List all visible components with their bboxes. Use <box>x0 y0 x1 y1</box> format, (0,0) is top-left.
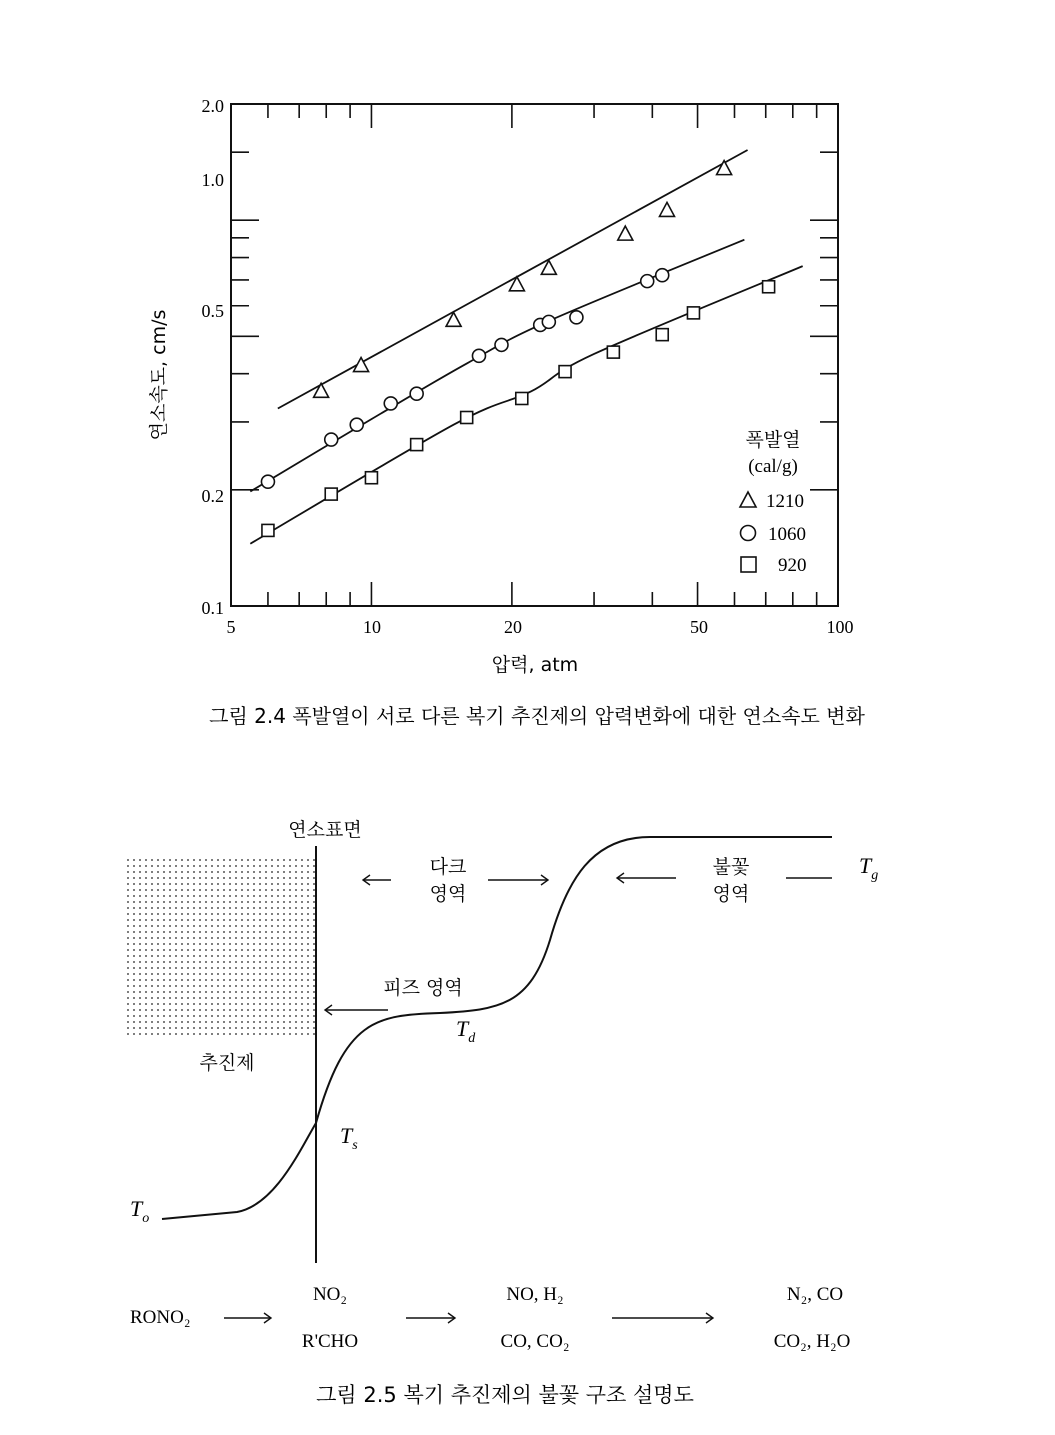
legend-square-icon <box>741 557 756 572</box>
stage2-line1: NO, H₂ <box>506 1284 564 1305</box>
propellant-label: 추진제 <box>199 1052 255 1074</box>
legend-unit: (cal/g) <box>748 456 798 477</box>
stage1-line1: NO₂ <box>312 1284 348 1305</box>
x-tick-label: 5 <box>226 617 236 637</box>
axis-ticks <box>231 104 838 606</box>
y-tick-label: 0.1 <box>201 598 224 618</box>
data-point-square <box>411 439 423 451</box>
x-tick-label: 20 <box>504 617 522 637</box>
data-point-square <box>262 524 274 536</box>
temp-tg-label: $T_g$ <box>859 853 879 883</box>
legend-entry-1210: 1210 <box>766 491 804 512</box>
fit-line-1210 <box>278 150 748 409</box>
data-point-circle <box>350 418 363 431</box>
data-point-square <box>763 281 775 293</box>
x-tick-labels <box>227 617 854 637</box>
x-tick-label: 50 <box>690 617 708 637</box>
legend-entry-920: 920 <box>778 555 807 576</box>
data-point-circle <box>325 433 338 446</box>
temp-td-label: $T_d$ <box>456 1016 476 1046</box>
fizz-zone-arrow <box>325 1005 388 1015</box>
stage2-line2: CO, CO₂ <box>500 1331 570 1352</box>
data-point-square <box>325 488 337 500</box>
x-axis-label: 압력, atm <box>491 654 579 676</box>
flame-zone-label-line2: 영역 <box>712 883 750 905</box>
figure-2-5 <box>124 819 878 1407</box>
x-tick-label: 100 <box>826 617 854 637</box>
burning-surface-label: 연소표면 <box>288 819 362 841</box>
legend-entry-1060: 1060 <box>768 524 806 545</box>
temp-to-label: $T_o$ <box>130 1196 150 1226</box>
fit-line-1060 <box>250 240 744 492</box>
stage3-line1: N₂, CO <box>786 1284 844 1305</box>
data-point-square <box>656 329 668 341</box>
data-point-square <box>687 307 699 319</box>
data-point-circle <box>656 269 669 282</box>
data-point-circle <box>542 315 555 328</box>
y-axis-label: 연소속도, cm/s <box>148 309 170 441</box>
reaction-arrows <box>224 1313 713 1323</box>
data-point-square <box>559 366 571 378</box>
figure-2-5-caption: 그림 2.5 복기 추진제의 불꽃 구조 설명도 <box>316 1383 694 1407</box>
figure-2-4 <box>148 96 866 728</box>
data-point-triangle <box>314 383 329 397</box>
data-point-triangle <box>659 202 674 216</box>
data-point-circle <box>261 475 274 488</box>
x-tick-label: 10 <box>363 617 381 637</box>
stage1-line2: R'CHO <box>301 1331 359 1352</box>
data-point-triangle <box>717 161 732 175</box>
y-tick-label: 2.0 <box>201 96 224 116</box>
flame-zone-label-line1: 불꽃 <box>712 856 750 878</box>
fit-lines <box>250 150 802 544</box>
reactant-label: RONO₂ <box>130 1307 191 1328</box>
legend-triangle-icon <box>740 492 756 507</box>
temp-ts-label: $T_s$ <box>340 1123 358 1153</box>
plot-frame <box>231 104 838 606</box>
figure-2-4-caption: 그림 2.4 폭발열이 서로 다른 복기 추진제의 압력변화에 대한 연소속도 변화 <box>209 704 865 728</box>
data-point-square <box>607 346 619 358</box>
stage3-line2: CO₂, H₂O <box>773 1331 851 1352</box>
data-point-square <box>365 472 377 484</box>
data-point-circle <box>384 397 397 410</box>
dark-zone-label-line2: 영역 <box>429 883 467 905</box>
data-point-triangle <box>618 226 633 240</box>
fizz-zone-label: 피즈 영역 <box>383 977 463 999</box>
y-tick-label: 1.0 <box>201 170 224 190</box>
legend-circle-icon <box>741 526 756 541</box>
data-point-circle <box>570 311 583 324</box>
data-markers <box>261 161 774 537</box>
propellant-dotted-region <box>124 857 317 1037</box>
y-tick-label: 0.5 <box>201 301 224 321</box>
data-point-circle <box>641 275 654 288</box>
legend-title: 폭발열 <box>745 429 801 451</box>
dark-zone-label-line1: 다크 <box>429 856 467 878</box>
data-point-square <box>516 392 528 404</box>
data-point-square <box>461 411 473 423</box>
y-tick-labels <box>202 96 225 618</box>
legend <box>740 428 807 576</box>
data-point-circle <box>495 338 508 351</box>
data-point-circle <box>472 349 485 362</box>
data-point-circle <box>410 387 423 400</box>
y-tick-label: 0.2 <box>201 486 224 506</box>
